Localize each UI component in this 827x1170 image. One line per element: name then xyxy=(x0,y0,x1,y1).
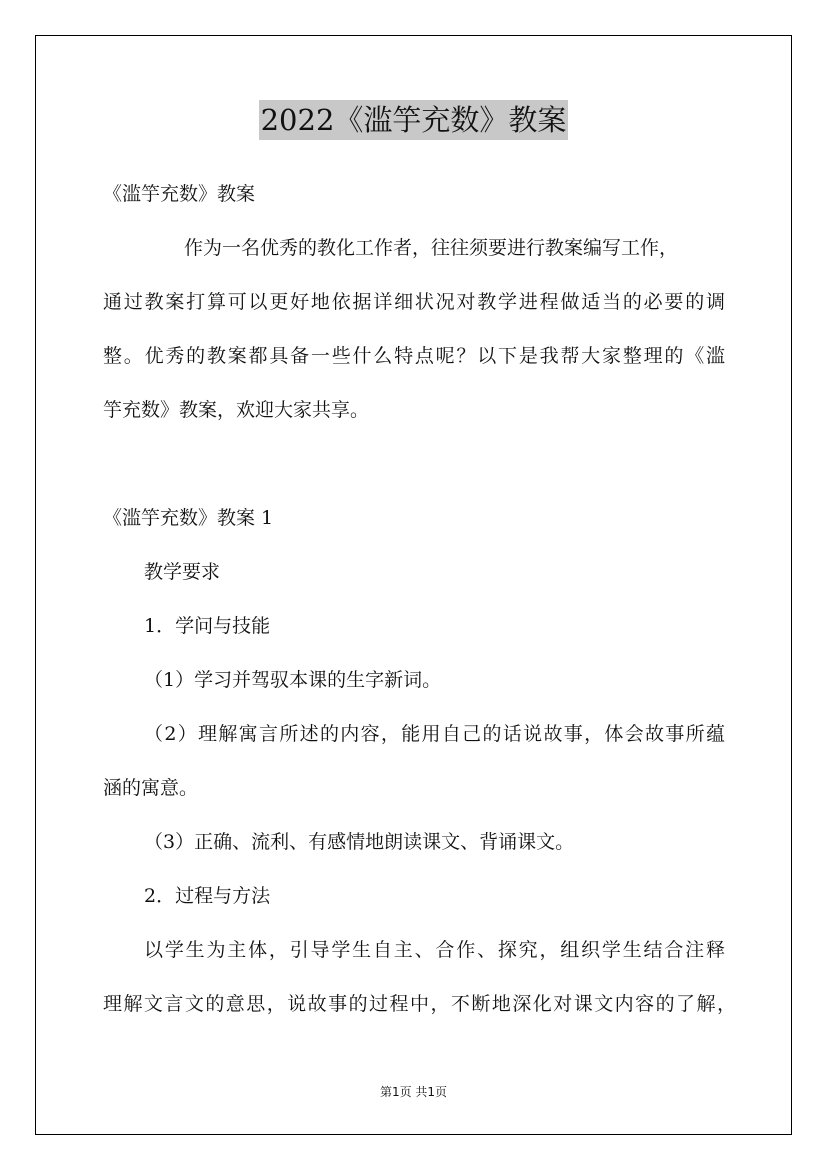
item1-heading: 1．学问与技能 xyxy=(144,615,271,637)
page-number-footer: 第1页 共1页 xyxy=(379,1085,448,1099)
document-title: 2022《滥竽充数》教案 xyxy=(259,100,569,140)
item2-text-line-1: 以学生为主体，引导学生自主、合作、探究，组织学生结合注释 xyxy=(144,939,725,961)
subtitle: 《滥竽充数》教案 xyxy=(103,183,256,205)
item2-heading: 2．过程与方法 xyxy=(144,885,271,907)
item1-point-3: （3）正确、流利、有感情地朗读课文、背诵课文。 xyxy=(144,831,575,853)
item2-text-line-2: 理解文言文的意思，说故事的过程中，不断地深化对课文内容的了解， xyxy=(103,993,736,1015)
section-heading: 《滥竽充数》教案 1 xyxy=(103,507,274,529)
intro-line-4: 竽充数》教案，欢迎大家共享。 xyxy=(103,399,370,421)
intro-line-1: 作为一名优秀的教化工作者，往往须要进行教案编写工作， xyxy=(184,237,679,259)
title-container xyxy=(0,100,827,140)
item1-point-2: （2）理解寓言所述的内容，能用自己的话说故事，体会故事所蕴 xyxy=(144,723,725,745)
teaching-requirements-heading: 教学要求 xyxy=(144,561,221,583)
item1-point-1: （1）学习并驾驭本课的生字新词。 xyxy=(144,669,442,691)
item1-point-2-cont: 涵的寓意。 xyxy=(103,777,199,799)
intro-line-2: 通过教案打算可以更好地依据详细状况对教学进程做适当的必要的调 xyxy=(103,291,725,313)
intro-line-3: 整。优秀的教案都具备一些什么特点呢？以下是我帮大家整理的《滥 xyxy=(103,345,725,367)
